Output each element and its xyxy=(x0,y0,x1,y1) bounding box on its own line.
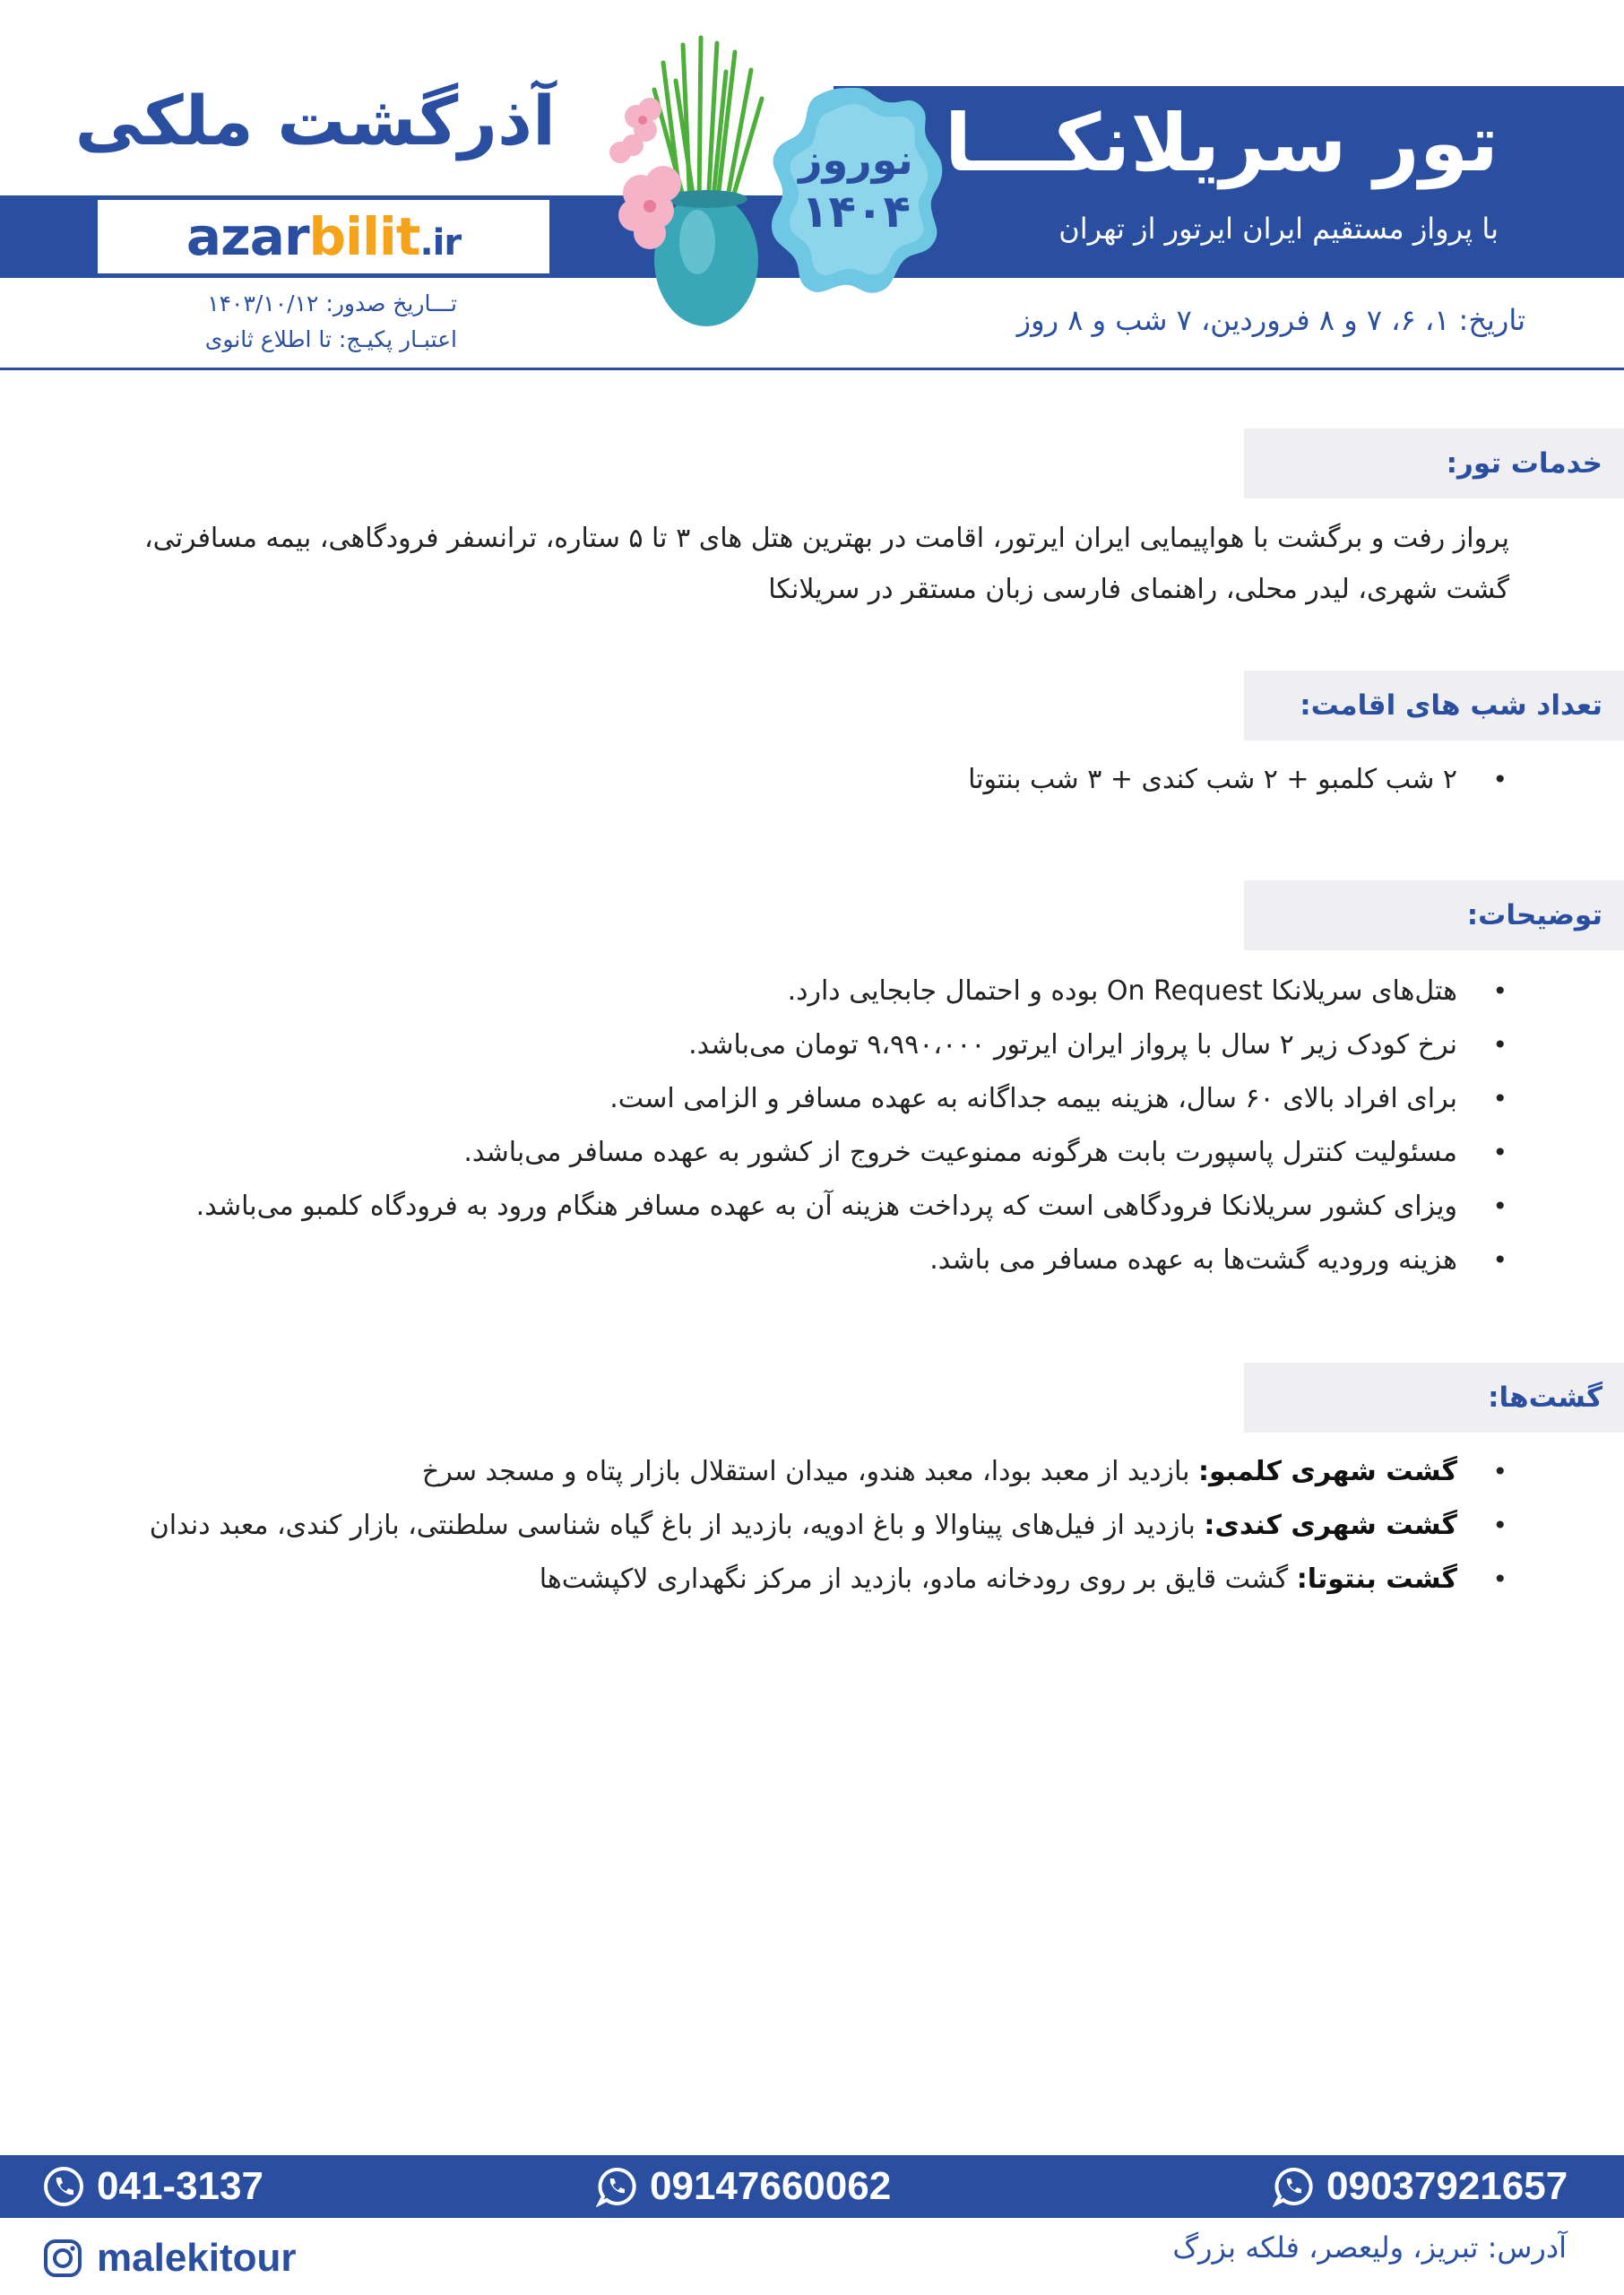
nowruz-word: نوروز xyxy=(799,135,913,184)
package-validity: اعتبـار پکیـج: تا اطلاع ثانوی xyxy=(204,326,457,352)
phone-icon xyxy=(43,2166,84,2207)
list-item: • ویزای کشور سریلانکا فرودگاهی است که پرداخت هزینه آن به عهده مسافر هنگام ورود به فرودگاه کلمبو می‌باشد. xyxy=(56,1180,1507,1234)
services-text xyxy=(111,513,1509,615)
landline-number: 041-3137 xyxy=(97,2164,263,2208)
list-item: • ۲ شب کلمبو + ۲ شب کندی + ۳ شب بنتوتا xyxy=(56,753,1507,807)
azarbilit-logo: azarbilit.ir xyxy=(186,206,462,267)
tour-subtitle: با پرواز مستقیم ایران ایرتور از تهران xyxy=(1058,212,1499,246)
list-item: • برای افراد بالای ۶۰ سال، هزینه بیمه جداگانه به عهده مسافر و الزامی است. xyxy=(56,1072,1507,1126)
tour-desc: بازدید از معبد بودا، معبد هندو، میدان استقلال بازار پتاه و مسجد سرخ xyxy=(421,1456,1190,1487)
list-item xyxy=(56,1445,1507,1499)
services-heading: خدمات تور: xyxy=(1244,429,1624,498)
whatsapp-contact-2[interactable] xyxy=(1273,2161,1568,2213)
services-line-1: پرواز رفت و برگشت با هواپیمایی ایران ایرتور، اقامت در بهترین هتل های ۳ تا ۵ ستاره، ترانسفر فرودگاهی، بیمه مسافرتی، xyxy=(143,523,1509,554)
landline-contact[interactable] xyxy=(43,2161,263,2213)
nights-list xyxy=(56,753,1507,807)
tour-dates: تاریخ: ۱، ۶، ۷ و ۸ فروردین، ۷ شب و ۸ روز xyxy=(1016,303,1525,337)
notes-list xyxy=(56,965,1507,1287)
address: آدرس: تبریز، ولیعصر، فلکه بزرگ xyxy=(1172,2230,1567,2265)
whatsapp-number-1: 09147660062 xyxy=(650,2164,892,2208)
sabzeh-vase-icon xyxy=(600,27,825,332)
tour-desc: بازدید از فیل‌های پیناوالا و باغ ادویه، بازدید از باغ گیاه شناسی سلطنتی، بازار کندی، معبد دندان xyxy=(149,1510,1196,1541)
list-item xyxy=(56,1553,1507,1606)
tours-list xyxy=(56,1445,1507,1606)
tours-heading: گشت‌ها: xyxy=(1244,1363,1624,1433)
azarbilit-logo-box xyxy=(95,197,552,276)
instagram-icon xyxy=(43,2239,82,2278)
list-item xyxy=(56,1499,1507,1553)
whatsapp-contact-1[interactable] xyxy=(596,2161,891,2213)
notes-heading: توضیحات: xyxy=(1244,880,1624,950)
tour-title: تور سریلانکـــا xyxy=(944,97,1499,189)
instagram-handle: malekitour xyxy=(97,2236,297,2280)
list-item: • هتل‌های سریلانکا On Request بوده و احتمال جابجایی دارد. xyxy=(56,965,1507,1018)
list-item: • مسئولیت کنترل پاسپورت بابت هرگونه ممنوعیت خروج از کشور به عهده مسافر می‌باشد. xyxy=(56,1126,1507,1180)
list-item: • هزینه ورودیه گشت‌ها به عهده مسافر می باشد. xyxy=(56,1234,1507,1287)
tour-label: گشت شهری کلمبو: xyxy=(1198,1456,1457,1487)
issue-date: تـــاریخ صدور: ۱۴۰۳/۱۰/۱۲ xyxy=(207,290,457,316)
whatsapp-icon xyxy=(596,2166,637,2207)
instagram-link[interactable] xyxy=(43,2232,297,2284)
nights-heading: تعداد شب های اقامت: xyxy=(1244,671,1624,740)
list-item: • نرخ کودک زیر ۲ سال با پرواز ایران ایرتور ۹،۹۹۰،۰۰۰ تومان می‌باشد. xyxy=(56,1018,1507,1072)
tour-desc: گشت قایق بر روی رودخانه مادو، بازدید از مرکز نگهداری لاکپشت‌ها xyxy=(539,1563,1289,1595)
header-divider xyxy=(0,368,1624,370)
brand-name: آذرگشت ملکی xyxy=(74,81,556,160)
tour-label: گشت شهری کندی: xyxy=(1204,1510,1457,1541)
tour-label: گشت بنتوتا: xyxy=(1296,1563,1457,1595)
services-line-2: گشت شهری، لیدر محلی، راهنمای فارسی زبان مستقر در سریلانکا xyxy=(768,574,1509,605)
whatsapp-number-2: 09037921657 xyxy=(1326,2164,1568,2208)
whatsapp-icon xyxy=(1273,2166,1314,2207)
nowruz-year: ۱۴۰۴ xyxy=(800,186,911,238)
